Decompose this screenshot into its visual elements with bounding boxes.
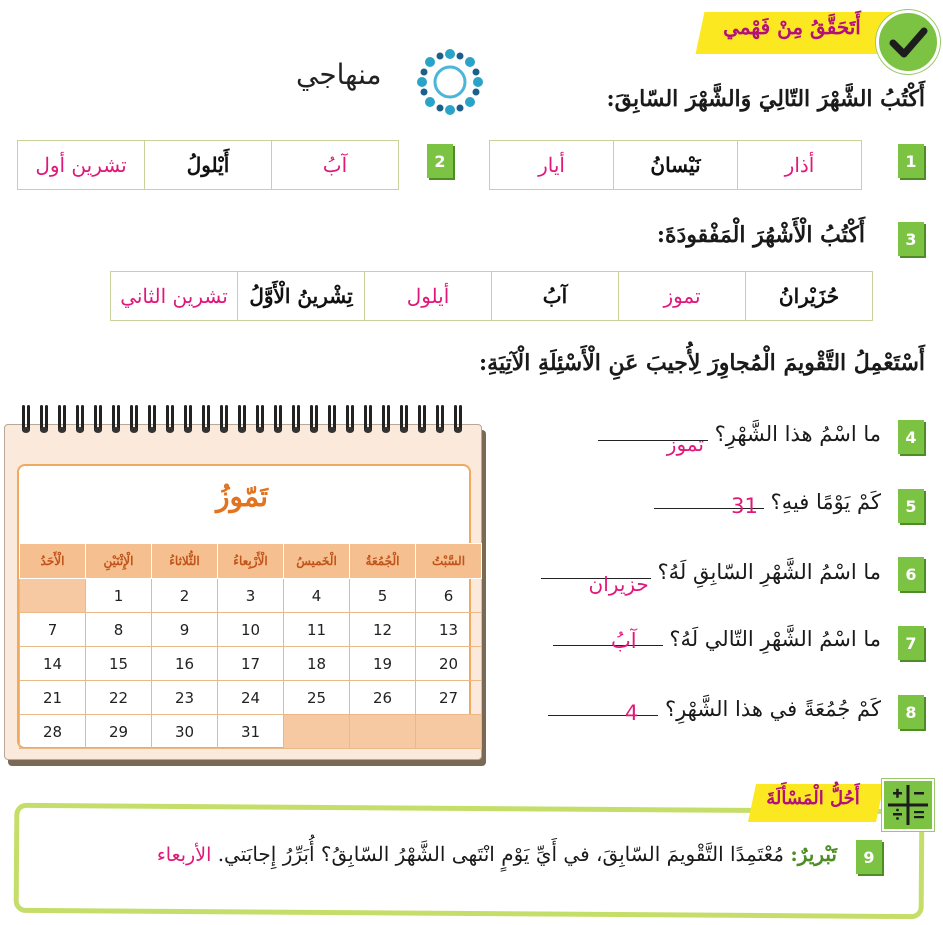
logo-icon	[410, 42, 490, 122]
answer-text: 4	[624, 701, 639, 725]
instruction-missing-months: أَكْتُبُ الْأَشْهُرَ الْمَفْقودَةَ:	[656, 222, 865, 248]
day-cell: 30	[152, 715, 218, 749]
question-8	[548, 697, 881, 725]
question-text: ما اسْمُ الشَّهْرِ التّالي لَهُ؟	[669, 627, 881, 651]
given-month: نَيْسانُ	[614, 141, 738, 190]
day-cell: 27	[416, 681, 482, 715]
month-cell: آبُ	[492, 272, 619, 321]
day-cell: 11	[284, 613, 350, 647]
binding-ring	[292, 405, 300, 435]
day-cell: 4	[284, 579, 350, 613]
day-cell: 7	[20, 613, 86, 647]
day-cell: 13	[416, 613, 482, 647]
answer-text: 31	[731, 494, 758, 518]
problem-statement	[157, 842, 837, 866]
binding-ring	[94, 405, 102, 435]
day-cell: 1	[86, 579, 152, 613]
question-4	[598, 422, 881, 456]
day-cell: 16	[152, 647, 218, 681]
badge-4: 4	[898, 420, 924, 454]
day-cell: 14	[20, 647, 86, 681]
day-cell: 21	[20, 681, 86, 715]
binding-ring	[112, 405, 120, 435]
answer-text: حزيران	[588, 572, 649, 596]
day-cell: 2	[152, 579, 218, 613]
day-cell: 3	[218, 579, 284, 613]
binding-ring	[256, 405, 264, 435]
calendar-month-title: تَمّوزُ	[216, 480, 268, 513]
months-row-2	[17, 140, 399, 190]
question-text: ما اسْمُ هذا الشَّهْرِ؟	[714, 422, 881, 446]
missing-months-row	[110, 271, 873, 321]
next-month-answer: أيار	[490, 141, 614, 190]
day-cell: 23	[152, 681, 218, 715]
question-6	[541, 560, 881, 596]
prev-month-answer: آبُ	[272, 141, 399, 190]
calendar-week	[20, 613, 482, 647]
question-7	[553, 627, 881, 651]
day-header: الْأَحَدُ	[20, 544, 86, 579]
badge-5: 5	[898, 489, 924, 523]
binding-ring	[130, 405, 138, 435]
calculator-icon	[882, 779, 934, 831]
question-text: ما اسْمُ الشَّهْرِ السّابِقِ لَهُ؟	[657, 560, 881, 584]
badge-3: 3	[898, 222, 924, 256]
day-cell: 17	[218, 647, 284, 681]
question-text: كَمْ يَوْمًا فيهِ؟	[770, 490, 881, 514]
day-cell: 28	[20, 715, 86, 749]
day-cell: 6	[416, 579, 482, 613]
day-cell: 9	[152, 613, 218, 647]
binding-ring	[310, 405, 318, 435]
month-cell: تشرين الثاني	[111, 272, 238, 321]
badge-6: 6	[898, 557, 924, 591]
binding-ring	[202, 405, 210, 435]
day-cell: 8	[86, 613, 152, 647]
day-cell: 12	[350, 613, 416, 647]
answer-blank	[548, 701, 658, 725]
day-cell: 26	[350, 681, 416, 715]
day-header: الْخَميسُ	[284, 544, 350, 579]
day-header: الثُّلاثاءُ	[152, 544, 218, 579]
binding-ring	[22, 405, 30, 435]
day-header: الْإِثْنَيْنِ	[86, 544, 152, 579]
check-icon	[876, 10, 940, 74]
answer-blank	[553, 629, 663, 653]
answer-blank	[541, 572, 651, 596]
calendar-week	[20, 715, 482, 749]
binding-ring	[220, 405, 228, 435]
month-cell: تموز	[619, 272, 746, 321]
months-row-1	[489, 140, 862, 190]
badge-7: 7	[898, 626, 924, 660]
binding-ring	[454, 405, 462, 435]
badge-9: 9	[856, 840, 882, 874]
day-header: السَّبْتُ	[416, 544, 482, 579]
day-cell: 25	[284, 681, 350, 715]
binding-ring	[148, 405, 156, 435]
problem-title: أَحُلُّ الْمَسْأَلَةَ	[766, 788, 860, 809]
answer-blank	[654, 494, 764, 518]
binding-ring	[274, 405, 282, 435]
badge-2: 2	[427, 144, 453, 178]
binding-ring	[436, 405, 444, 435]
month-cell: أيلول	[365, 272, 492, 321]
binding-ring	[418, 405, 426, 435]
prev-month-answer: أذار	[738, 141, 862, 190]
binding-ring	[40, 405, 48, 435]
instruction-next-prev: أَكْتُبُ الشَّهْرَ التّالِيَ وَالشَّهْرَ السّابِقَ:	[606, 86, 925, 112]
day-cell: 19	[350, 647, 416, 681]
day-cell-empty	[350, 715, 416, 749]
day-cell-empty	[20, 579, 86, 613]
problem-label: تَبْريرٌ:	[790, 842, 837, 866]
logo-text: منهاجي	[296, 58, 382, 91]
calendar-week	[20, 681, 482, 715]
day-cell: 29	[86, 715, 152, 749]
next-month-answer: تشرين أول	[18, 141, 145, 190]
badge-8: 8	[898, 695, 924, 729]
binding-ring	[238, 405, 246, 435]
question-5	[654, 490, 881, 518]
problem-answer: الأربعاء	[156, 844, 212, 866]
day-cell-empty	[284, 715, 350, 749]
binding-ring	[184, 405, 192, 435]
day-cell: 18	[284, 647, 350, 681]
day-cell: 10	[218, 613, 284, 647]
day-header: الْأَرْبِعاءُ	[218, 544, 284, 579]
day-cell: 31	[218, 715, 284, 749]
binding-ring	[400, 405, 408, 435]
section-title: أَتَحَقَّقُ مِنْ فَهْمي	[723, 15, 861, 39]
binding-ring	[166, 405, 174, 435]
day-cell: 5	[350, 579, 416, 613]
answer-text: آبُ	[611, 629, 637, 653]
binding-ring	[58, 405, 66, 435]
day-header: الْجُمُعَةُ	[350, 544, 416, 579]
badge-1: 1	[898, 144, 924, 178]
calendar-grid	[19, 543, 482, 749]
binding-ring	[328, 405, 336, 435]
binding-ring	[364, 405, 372, 435]
day-cell: 20	[416, 647, 482, 681]
weekday-header	[20, 544, 482, 579]
answer-text: تموز	[666, 432, 704, 456]
day-cell: 22	[86, 681, 152, 715]
calendar-week	[20, 647, 482, 681]
day-cell-empty	[416, 715, 482, 749]
day-cell: 24	[218, 681, 284, 715]
question-text: كَمْ جُمُعَةً في هذا الشَّهْرِ؟	[664, 697, 881, 721]
calendar-week	[20, 579, 482, 613]
month-cell: حُزَيْرانُ	[746, 272, 873, 321]
answer-blank	[598, 432, 708, 456]
binding-ring	[346, 405, 354, 435]
problem-text: مُعْتَمِدًا التَّقْويمَ السّابِقَ، في أَيِّ يَوْمٍ انْتَهى الشَّهْرُ السّابِقُ؟ أُبَرِّرُ إِجابَتي.	[217, 842, 785, 866]
binding-ring	[76, 405, 84, 435]
binding-ring	[382, 405, 390, 435]
day-cell: 15	[86, 647, 152, 681]
instruction-use-calendar: أَسْتَعْمِلُ التَّقْويمَ الْمُجاوِرَ لِأُجيبَ عَنِ الْأَسْئِلَةِ الْآتِيَةِ:	[479, 350, 925, 376]
month-cell: تِشْرينُ الْأَوَّلُ	[238, 272, 365, 321]
given-month: أَيْلولُ	[145, 141, 272, 190]
